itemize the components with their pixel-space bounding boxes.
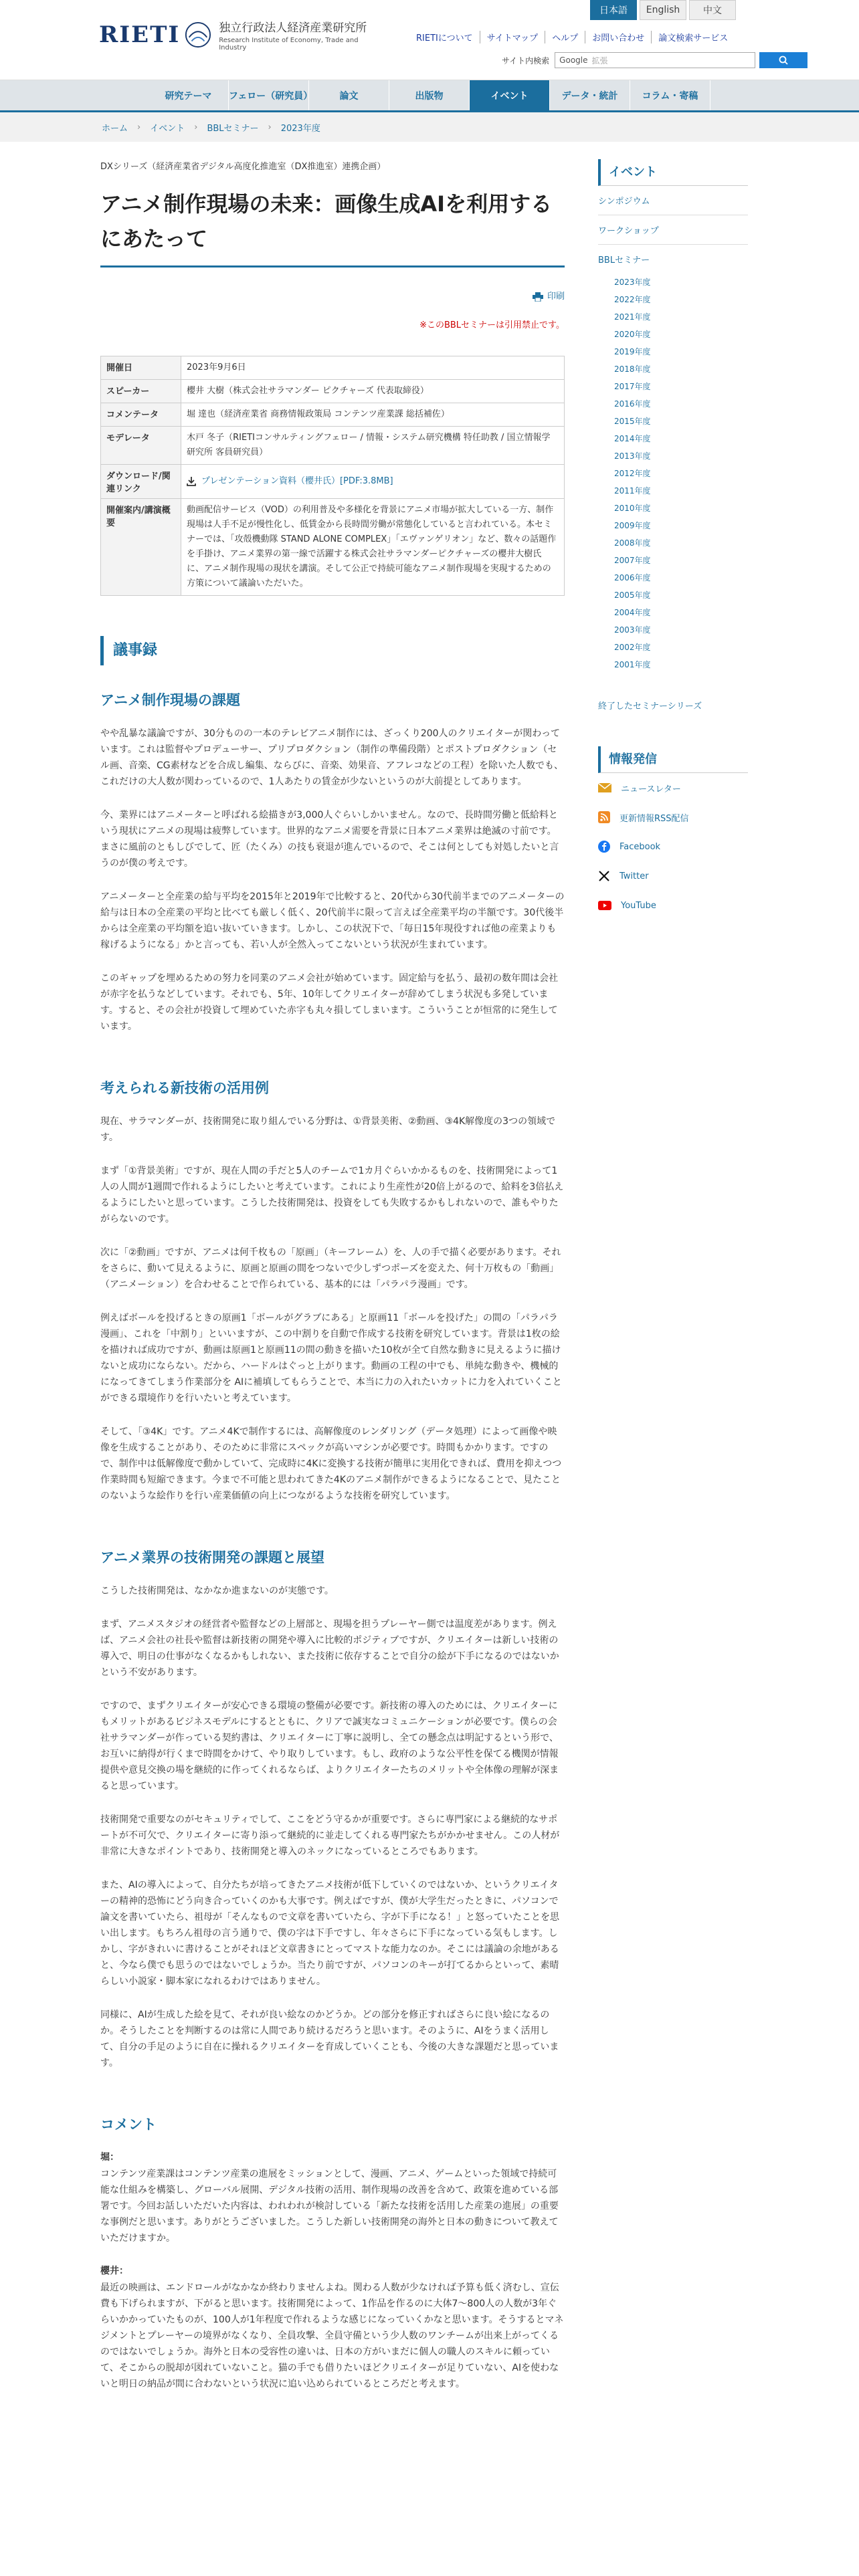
lang-chinese[interactable]: 中文: [689, 0, 736, 20]
sidebar-year[interactable]: 2019年度: [614, 347, 651, 356]
moderator-label: モデレータ: [101, 427, 181, 465]
link-contact[interactable]: お問い合わせ: [585, 31, 652, 43]
sidebar-year-list: [598, 274, 748, 673]
breadcrumb-home[interactable]: ホーム: [102, 123, 128, 134]
paragraph: 同様に、AIが生成した絵を見て、それが良い絵なのかどうか。どの部分を修正すればさらに良い絵になるのか。そうしたことを判断するのは常に人間であり続けるだろうと思います。そのように、AIをうまく活用して、自分の手足のように自在に操れるクリエイターを育成していくことも、今後の大きな課題だと思っています。: [100, 2010, 559, 2068]
sidebar-year[interactable]: 2005年度: [614, 591, 651, 600]
summary-value: 動画配信サービス（VOD）の利用普及や多様化を背景にアニメ市場が拡大している一方、制作現場は人手不足が慢性化し、低賃金から長時間労働が常態化していると言われている。本セミナーでは、「攻殻機動隊 STAND ALONE COMPLEX」「エヴァンゲリオン」など、数々の話題作を手掛け、アニメ業界の第一線で活躍する株式会社サラマンダーピクチャーズの櫻井大樹氏に、アニメ制作現場の現状を講演。そして公正で持続可能なアニメ制作現場を実現するための方策について議論いただいた。: [181, 499, 565, 596]
table-row: [101, 356, 565, 380]
paragraph: 現在、サラマンダーが、技術開発に取り組んでいる分野は、①背景美術、②動画、③4K解像度の3つの領域です。: [100, 1116, 556, 1143]
lang-japanese[interactable]: 日本語: [590, 0, 637, 20]
sidebar-item-workshop[interactable]: ワークショップ: [598, 215, 748, 245]
section-heading: アニメ制作現場の課題: [100, 692, 240, 708]
youtube-icon: [598, 901, 611, 910]
language-switcher: [590, 0, 736, 20]
paragraph: コンテンツ産業課はコンテンツ産業の進展をミッションとして、漫画、アニメ、ゲームといった領域で持続可能な仕組みを構築し、グローバル展開、デジタル技術の活用、制作現場の改善を含めて、政策を進めている部署です。今回お話しいただいた内容は、われわれが検討している「新たな技術を活用した産業の進展」の重要な事例だと思います。ありがとうございました。こうした新しい技術開発の海外と日本の動きについて教えていただけますか。: [100, 2169, 559, 2244]
x-twitter-icon: [598, 870, 610, 882]
facebook-link[interactable]: Facebook: [598, 832, 748, 861]
paragraph: このギャップを埋めるための努力を同業のアニメ会社が始めています。固定給与を払う、最初の数年間は会社が赤字を払うなどしています。それでも、5年、10年してクリエイターが辞めてしまう状況も多発しています。すると、その会社が投資して埋めていた赤字も丸々損してしまいます。こういうことが恒常的に発生しています。: [100, 973, 559, 1032]
logo-english: Research Institute of Economy, Trade and Industry: [219, 37, 359, 51]
search-icon: [779, 56, 788, 65]
sidebar-item-bbl[interactable]: BBLセミナー: [598, 255, 650, 265]
nav-publications[interactable]: 出版物: [389, 80, 470, 110]
sidebar-year[interactable]: 2021年度: [614, 312, 651, 322]
date-label: 開催日: [101, 356, 181, 380]
twitter-link[interactable]: Twitter: [598, 861, 748, 891]
event-date: 2023年9月6日: [181, 356, 565, 380]
moderator-value: 木戸 冬子（RIETIコンサルティングフェロー / 情報・システム研究機構 特任助教 / 国立情報学研究所 客員研究員）: [181, 427, 565, 465]
commentator-label: コメンテータ: [101, 403, 181, 427]
google-label: Google: [559, 56, 588, 65]
utility-links: [409, 31, 735, 43]
logo-wordmark: RIETI: [99, 21, 181, 48]
table-row: [101, 499, 565, 596]
sidebar-year[interactable]: 2020年度: [614, 330, 651, 339]
sidebar-year[interactable]: 2002年度: [614, 643, 651, 652]
paragraph: 最近の映画は、エンドロールがなかなか終わりませんよね。関わる人数が少なければ予算も低く済むし、宣伝費も下げられますが、下がると思います。技術開発によって、1作品を作るのに大体7〜800人の人数が3年ぐらいかかっていたものが、100人が1年程度で作れるような感じになっていくかなと思います。そうするとマネジメントとプレーヤーの境界がなくなり、全員攻撃、全員守備という少人数のワンチームが出来上がってくるのではないでしょうか。海外と日本の受容性の違いは、日本の方がいまだに個人の職人のスキルに頼っていて、そこからの脱却が図れていないこと。猫の手でも借りたいほどクリエイターが足りていない、AIを使わないと明日の納品が間に合わないという状況に追い込められているところだと考えます。: [100, 2282, 564, 2389]
paragraph: こうした技術開発は、なかなか進まないのが実態です。: [100, 1586, 334, 1596]
minutes-heading: 議事録: [100, 636, 565, 665]
sidebar-year[interactable]: 2010年度: [614, 504, 651, 513]
logo-emblem-icon: [184, 20, 212, 49]
citation-notice: ※このBBLセミナーは引用禁止です。: [419, 320, 565, 330]
section-heading: 考えられる新技術の活用例: [100, 1080, 269, 1096]
nav-research-themes[interactable]: 研究テーマ: [149, 80, 229, 110]
paragraph: 次に「②動画」ですが、アニメは何千枚もの「原画」（キーフレーム）を、人の手で描く必要があります。それをさらに、動いて見えるように、原画と原画の間をつないで少しずつポーズを変えた、何十万枚もの「動画」（アニメーション）を合わせることで作られている、基本的には「パラパラ漫画」です。: [100, 1247, 561, 1290]
youtube-link[interactable]: YouTube: [598, 891, 748, 920]
link-sitemap[interactable]: サイトマップ: [480, 31, 546, 43]
presentation-pdf-link[interactable]: プレゼンテーション資料（櫻井氏）[PDF:3.8MB]: [201, 476, 393, 486]
commentator-value: 堀 達也（経済産業省 商務情報政策局 コンテンツ産業課 総括補佐）: [181, 403, 565, 427]
page-title: アニメ制作現場の未来：画像生成AIを利用するにあたって: [100, 187, 565, 267]
search-input[interactable]: [555, 52, 755, 68]
sidebar-year[interactable]: 2009年度: [614, 521, 651, 530]
sidebar-year[interactable]: 2008年度: [614, 538, 651, 548]
lang-english[interactable]: English: [640, 0, 686, 20]
table-row: [101, 380, 565, 403]
sidebar-year[interactable]: 2022年度: [614, 295, 651, 304]
paragraph: 例えばボールを投げるときの原画1「ボールがグラブにある」と原画11「ボールを投げた」の間の「パラパラ漫画」、これを「中割り」といいますが、この中割りを自動で作成する技術を研究しています。背景は1枚の絵を描ければ成功ですが、動画は原画1と原画11の間の動きを描いた10枚が全て自然な動きに見えるように描けないと成功にならない。だから、ハードルはぐっと上がります。動画の工程の中でも、単純な動きや、機械的になってきてしまう作業部分を AIに補填してもらうことで、本当に力の入れたいカットに力を入れていくことができる環境作りを行いたいと考えています。: [100, 1313, 562, 1404]
speaker-value: 櫻井 大樹（株式会社サラマンダー ピクチャーズ 代表取締役）: [181, 380, 565, 403]
sidebar-year[interactable]: 2004年度: [614, 608, 651, 617]
sidebar-year[interactable]: 2014年度: [614, 434, 651, 443]
paragraph: まず「①背景美術」ですが、現在人間の手だと5人のチームで1カ月ぐらいかかるものを、技術開発によって1人の人間が1週間で作れるようにしたいと考えています。これにより生産性が20倍上がるので、給料を3倍払えるようにしたいと思っています。こうした技術開発は、投資をしても失敗するかもしれないので、誰もやりたがらないのです。: [100, 1166, 564, 1224]
search-button[interactable]: [759, 52, 807, 68]
comment-heading: コメント: [100, 2117, 157, 2133]
download-icon: [187, 477, 196, 486]
link-help[interactable]: ヘルプ: [545, 31, 585, 43]
download-label: ダウンロード/関連リンク: [101, 465, 181, 499]
rss-icon: [598, 811, 610, 823]
sidebar: [598, 142, 748, 920]
info-heading: 情報発信: [598, 746, 748, 773]
speaker-label: スピーカー: [101, 380, 181, 403]
logo-japanese: 独立行政法人経済産業研究所: [219, 21, 367, 35]
rss-link[interactable]: 更新情報RSS配信: [598, 802, 748, 832]
facebook-icon: [598, 841, 610, 853]
paragraph: アニメーターと全産業の給与平均を2015年と2019年で比較すると、20代から30代前半までのアニメーターの給与は日本の全産業の平均と比べても厳しく低く、20代前半に限って言えば全産業平均の半額です。30代後半からは全産業の平均額を追い抜いていきます。しかし、この状況下で、「毎日15年現役すれば他の産業よりも稼げるようになる」かと言っても、若い人が全然入ってこないという状況が生まれています。: [100, 891, 565, 950]
sidebar-heading: イベント: [598, 159, 748, 186]
section-heading: アニメ業界の技術開発の課題と展望: [100, 1549, 324, 1566]
sidebar-year[interactable]: 2003年度: [614, 625, 651, 635]
nav-papers[interactable]: 論文: [309, 80, 389, 110]
nav-columns[interactable]: コラム・寄稿: [630, 80, 710, 110]
paragraph: また、AIの導入によって、自分たちが培ってきたアニメ技術が低下していくのではないか、というクリエイターの精神的恐怖にどう向き合っていくのかも大事です。例えばですが、僕が大学生だったときに、パソコンで論文を書いていたら、祖母が「そんなもので文章を書いていたら、字が下手になる！」と怒っていたことを思い出します。もちろん祖母の言う通りで、僕の字は下手ですし、年々さらに下手になっている気もします。しかし、字がきれいに書けることがそれほど文章書きにとってマストな能力なのか。そこには議論の余地があると、今なら僕でも思うのではないでしょうか。当たり前ですが、パソコンのキーが打てるからといって、素晴らしい小説家・脚本家になれるわけではありません。: [100, 1880, 559, 1987]
paragraph: そして、「③4K」です。アニメ4Kで制作するには、高解像度のレンダリング（データ処理）によって画像や映像を生成することがあり、そのために非常にスペックが高いマシンが必要です。時間もかかります。ですので、制作中は低解像度で動かしていて、完成時に4Kに変換する技術が簡単に実用化できれば、費用を抑えつつ作業時間も短縮できます。今まで不可能と思われてきた4Kのアニメ制作ができるようになることで、見たことのないような絵作りを行い産業価値の向上につながるような技術を研究しています。: [100, 1426, 562, 1501]
table-row: [101, 427, 565, 465]
summary-label: 開催案内/講演概要: [101, 499, 181, 596]
newsletter-link[interactable]: ニュースレター: [598, 773, 748, 802]
series-label: DXシリーズ（経済産業省デジタル高度化推進室（DX推進室）連携企画）: [100, 162, 386, 172]
site-logo[interactable]: [99, 15, 380, 55]
sidebar-year[interactable]: 2001年度: [614, 660, 651, 669]
breadcrumb-events[interactable]: イベント: [150, 123, 185, 134]
sidebar-ended-series[interactable]: 終了したセミナーシリーズ: [598, 702, 702, 712]
printer-icon: [533, 292, 543, 302]
nav-fellows[interactable]: フェロー（研究員）: [229, 80, 309, 110]
print-label: 印刷: [547, 292, 565, 302]
sidebar-year[interactable]: 2016年度: [614, 399, 651, 409]
sidebar-year[interactable]: 2023年度: [614, 278, 651, 287]
comment-speaker: 堀：: [100, 2152, 119, 2163]
comment-speaker: 櫻井：: [100, 2266, 128, 2276]
nav-events[interactable]: イベント: [470, 80, 550, 110]
breadcrumb-year[interactable]: 2023年度: [280, 123, 320, 134]
link-paper-search[interactable]: 論文検索サービス: [658, 33, 729, 43]
site-search: [502, 52, 807, 68]
search-label: サイト内検索: [502, 56, 550, 66]
sidebar-year[interactable]: 2007年度: [614, 556, 651, 565]
table-row: [101, 465, 565, 499]
event-info-table: [100, 356, 565, 596]
breadcrumb: ホーム › イベント › BBLセミナー › 2023年度: [0, 112, 859, 142]
sidebar-year[interactable]: 2006年度: [614, 573, 651, 582]
sidebar-item-symposium[interactable]: シンポジウム: [598, 186, 748, 215]
print-button[interactable]: [100, 289, 565, 302]
paragraph: 今、業界にはアニメーターと呼ばれる絵描きが3,000人ぐらいしかいません。なので、長時間労働と低給料という現状にアニメの現場は疲弊しています。世界的なアニメ需要を背景に日本アニメ業界は絶滅の寸前です。まさに風前のともしびでして、匠（たくみ）の技も衰退が進んでいるので、そこは何としても対処したいと言うのが僕の考えです。: [100, 810, 559, 869]
site-header: [0, 0, 859, 80]
table-row: [101, 403, 565, 427]
paragraph: 技術開発で重要なのがセキュリティでして、ここをどう守るかが重要です。さらに専門家による継続的なサポートが不可欠で、クリエイターに寄り添って継続的に並走してくれる専門家たちがかかせません。この人材が非常に大きなポイントであり、技術開発と導入のネックになっているところでもあります。: [100, 1814, 560, 1857]
sidebar-year[interactable]: 2011年度: [614, 486, 651, 496]
sidebar-year[interactable]: 2013年度: [614, 451, 651, 461]
paragraph: やや乱暴な議論ですが、30分ものの一本のテレビアニメ制作には、ざっくり200人のクリエイターが関わっています。これは監督やプロデューサー、プリプロダクション（制作の準備段階）とポストプロダクション（セル画、音楽、CG素材などを合成し編集、ならびに、音楽、効果音、アフレコなどの工程）を除いた人数でも、これだけの大人数が関わっているので、1人あたりの賃金が少ないというのが大前提としてあります。: [100, 728, 564, 787]
link-about[interactable]: RIETIについて: [409, 31, 480, 43]
global-nav: [0, 80, 859, 112]
paragraph: まず、アニメスタジオの経営者や監督などの上層部と、現場を担うプレーヤー側では温度差があります。例えば、アニメ会社の社長や監督は新技術の開発や導入に比較的ポジティブですが、クリエイターは新しい技術の導入で、明日の仕事がなくなるかもしれない、また技術に依存することで自分の絵が下手になるのではないかという不安があります。: [100, 1619, 559, 1678]
paragraph: ですので、まずクリエイターが安心できる環境の整備が必要です。新技術の導入のためには、クリエイターにもメリットがあるビジネスモデルにするとともに、クリアで誠実なコミュニケーションが必要です。僕らの会社サラマンダーが作っている契約書は、クリエイターに丁寧に説明し、全ての懸念点は明記するという形で、お互いに納得が行くまで時間をかけて、やり取りしています。もし、政府のような公平性を保てる機関が情報提供や意見交換の場を継続的に作ってくれるならば、よりクリエイターたちのメリットや全体像の理解が深まると思っています。: [100, 1701, 559, 1792]
search-placeholder: 拡張: [591, 56, 608, 66]
breadcrumb-bbl[interactable]: BBLセミナー: [207, 123, 259, 134]
main-content: [100, 142, 565, 2409]
nav-data-statistics[interactable]: データ・統計: [550, 80, 630, 110]
sidebar-year[interactable]: 2015年度: [614, 417, 651, 426]
mail-icon: [598, 783, 611, 792]
sidebar-year[interactable]: 2012年度: [614, 469, 651, 478]
sidebar-year[interactable]: 2017年度: [614, 382, 651, 391]
sidebar-year[interactable]: 2018年度: [614, 364, 651, 374]
